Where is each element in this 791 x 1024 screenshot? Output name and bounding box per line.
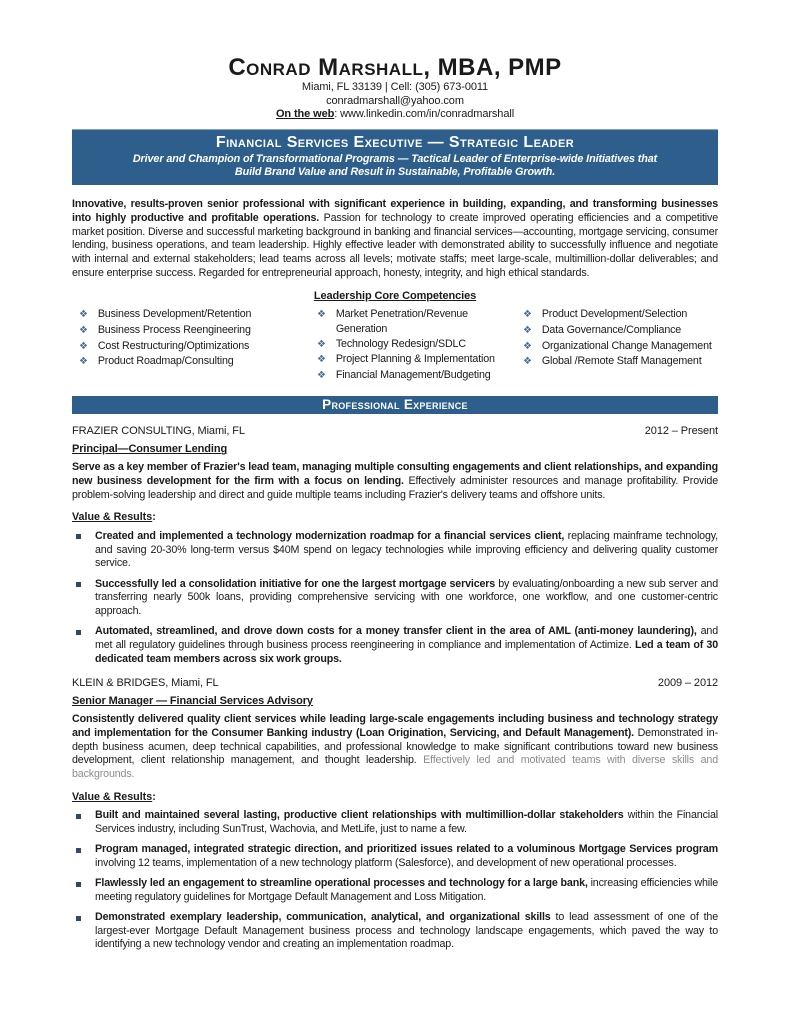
company-name: FRAZIER CONSULTING, Miami, FL [72, 425, 245, 438]
diamond-bullet-icon: ❖ [523, 340, 532, 352]
competency-item: ❖ Organizational Change Management [516, 339, 718, 355]
competencies-column-3 [516, 307, 718, 383]
competency-item: ❖ Global /Remote Staff Management [516, 354, 718, 370]
diamond-bullet-icon: ❖ [523, 309, 532, 321]
square-bullet-icon [76, 814, 81, 819]
diamond-bullet-icon: ❖ [79, 309, 88, 321]
title-banner [72, 129, 718, 185]
diamond-bullet-icon: ❖ [79, 325, 88, 336]
banner-tagline-line2: Build Brand Value and Result in Sustainable, Profitable Growth. [234, 165, 556, 178]
job-role: Senior Manager — Financial Services Advisory [72, 695, 313, 708]
diamond-bullet-icon: ❖ [317, 309, 326, 321]
square-bullet-icon [76, 534, 81, 539]
job-role: Principal—Consumer Lending [72, 443, 228, 456]
competency-item: ❖ Data Governance/Compliance [516, 323, 718, 339]
web-separator: : [334, 108, 341, 121]
resume-header [72, 54, 718, 122]
job-dates: 2012 – Present [644, 425, 718, 438]
job-dates: 2009 – 2012 [657, 677, 718, 690]
square-bullet-icon [76, 848, 81, 853]
result-bullet: Built and maintained several lasting, productive client relationships with multimillion-dollar stakeholders within the Financial Services industry, including SunTrust, Wachovia, and MetLife, just to name a few. [72, 809, 718, 836]
summary-rest-text: Passion for technology to create improved operating efficiencies and a competitive market position. Diverse and successful marketing background in banking and financial services—accounting, mortgage servicing, consumer lending, business operations, and team leadership. Highly effective leader with demonstrated ability to successfully influence and negotiate with internal and external stakeholders; lead teams across all levels; motivate staffs; meet large-scale, multimillion-dollar deliverables; and ensure enterprise success. Regarded for entrepreneurial approach, honesty, integrity, and high ethical standards. [72, 211, 718, 279]
diamond-bullet-icon: ❖ [79, 340, 88, 352]
value-results-label: Value & Results: [72, 790, 156, 803]
value-results-list [72, 530, 718, 666]
candidate-name: Conrad Marshall, MBA, PMP [228, 54, 562, 81]
diamond-bullet-icon: ❖ [317, 369, 326, 381]
company-name: KLEIN & BRIDGES, Miami, FL [72, 677, 219, 690]
competency-item: ❖ Business Development/Retention [72, 307, 310, 323]
square-bullet-icon [76, 630, 81, 635]
competencies-column-2 [310, 307, 516, 383]
gray-sentence: Effectively led and motivated teams with diverse skills and backgrounds. [72, 754, 718, 781]
competency-item: ❖ Financial Management/Budgeting [310, 368, 516, 384]
result-bullet: Created and implemented a technology modernization roadmap for a financial services client, replacing mainframe technology, and saving 20-30% long-term versus $40M spend on legacy technologies while improving efficiency and delivering quality customer service. [72, 530, 718, 571]
competencies-section [72, 290, 718, 383]
banner-title: Financial Services Executive — Strategic Leader [215, 133, 575, 151]
square-bullet-icon [76, 916, 81, 921]
contact-line: Miami, FL 33139 | Cell: (305) 673-0011 [301, 81, 489, 93]
diamond-bullet-icon: ❖ [523, 325, 532, 336]
diamond-bullet-icon: ❖ [79, 356, 88, 368]
competency-item: ❖ Product Development/Selection [516, 307, 718, 323]
square-bullet-icon [76, 882, 81, 887]
professional-experience-banner: Professional Experience [72, 396, 718, 414]
competencies-column-1 [72, 307, 310, 383]
diamond-bullet-icon: ❖ [317, 338, 326, 350]
summary-paragraph [72, 198, 718, 280]
web-url: www.linkedin.com/in/conradmarshall [340, 108, 515, 121]
result-bullet: Automated, streamlined, and drove down costs for a money transfer client in the area of AML (anti-money laundering), and met all regulatory guidelines through business process reengineering in compliance and implementation of Actimize. Led a team of 30 dedicated team members across six work groups. [72, 625, 718, 666]
competency-item: ❖ Product Roadmap/Consulting [72, 354, 310, 370]
competency-item: ❖ Project Planning & Implementation [310, 352, 516, 368]
diamond-bullet-icon: ❖ [317, 354, 326, 366]
competency-item: ❖ Business Process Reengineering [72, 323, 310, 339]
square-bullet-icon [76, 582, 81, 587]
competencies-title: Leadership Core Competencies [313, 290, 477, 303]
competency-item: ❖ Cost Restructuring/Optimizations [72, 339, 310, 355]
email-line: conradmarshall@yahoo.com [326, 94, 464, 107]
banner-tagline-line1: Driver and Champion of Transformational Programs — Tactical Leader of Enterprise-wide Initiatives that [132, 152, 658, 165]
job-header [72, 425, 718, 437]
result-bullet: Demonstrated exemplary leadership, communication, analytical, and organizational skills to lead assessment of one of the largest-ever Mortgage Default Management business process and technology landscape engagements, which paved the way to identifying a new technology vendor and creating an implementation roadmap. [72, 911, 718, 952]
competency-item: ❖ Technology Redesign/SDLC [310, 337, 516, 353]
job-summary-paragraph: Consistently delivered quality client services while leading large-scale engagements including business and technology strategy and implementation for the Consumer Banking industry (Loan Origination, Servicing, and Default Management). Demonstrated in-depth business acumen, deep technical capabilities, and professional knowledge to make significant contributions toward new business development, client relationship management, and thought leadership. Effectively led and motivated teams with diverse skills and backgrounds. [72, 713, 718, 781]
web-line [72, 108, 718, 122]
result-bullet: Program managed, integrated strategic direction, and prioritized issues related to a voluminous Mortgage Services program involving 12 teams, implementation of a new technology platform (Salesforce), and development of new operational processes. [72, 843, 718, 870]
job-klein-bridges [72, 677, 718, 952]
summary-bold-text: Innovative, results-proven senior professional with significant experience in building, expanding, and transforming businesses into highly productive and profitable operations. [72, 198, 718, 224]
job-summary-paragraph: Serve as a key member of Frazier's lead team, managing multiple consulting engagements and client relationships, and expanding new business development for the firm with a focus on lending. Effectively administer resources and manage profitability. Provide problem-solving leadership and direct and guide multiple teams including Frazier's delivery teams and offshore units. [72, 461, 718, 501]
job-frazier-consulting [72, 425, 718, 666]
web-label: On the web [275, 108, 335, 121]
job-header [72, 677, 718, 689]
competency-item: ❖ Market Penetration/Revenue Generation [317, 308, 468, 335]
competencies-grid [72, 307, 718, 383]
value-results-list [72, 809, 718, 952]
diamond-bullet-icon: ❖ [523, 356, 532, 368]
result-bullet: Flawlessly led an engagement to streamline operational processes and technology for a large bank, increasing efficiencies while meeting regulatory guidelines for Mortgage Default Management and Loss Mitigation. [72, 877, 718, 904]
value-results-label: Value & Results: [72, 511, 156, 524]
result-bullet: Successfully led a consolidation initiative for one the largest mortgage servicers by evaluating/onboarding a new sub server and transferring nearly 500k loans, providing comprehensive servicing with one workforce, one workflow, and one customer-centric approach. [72, 578, 718, 619]
